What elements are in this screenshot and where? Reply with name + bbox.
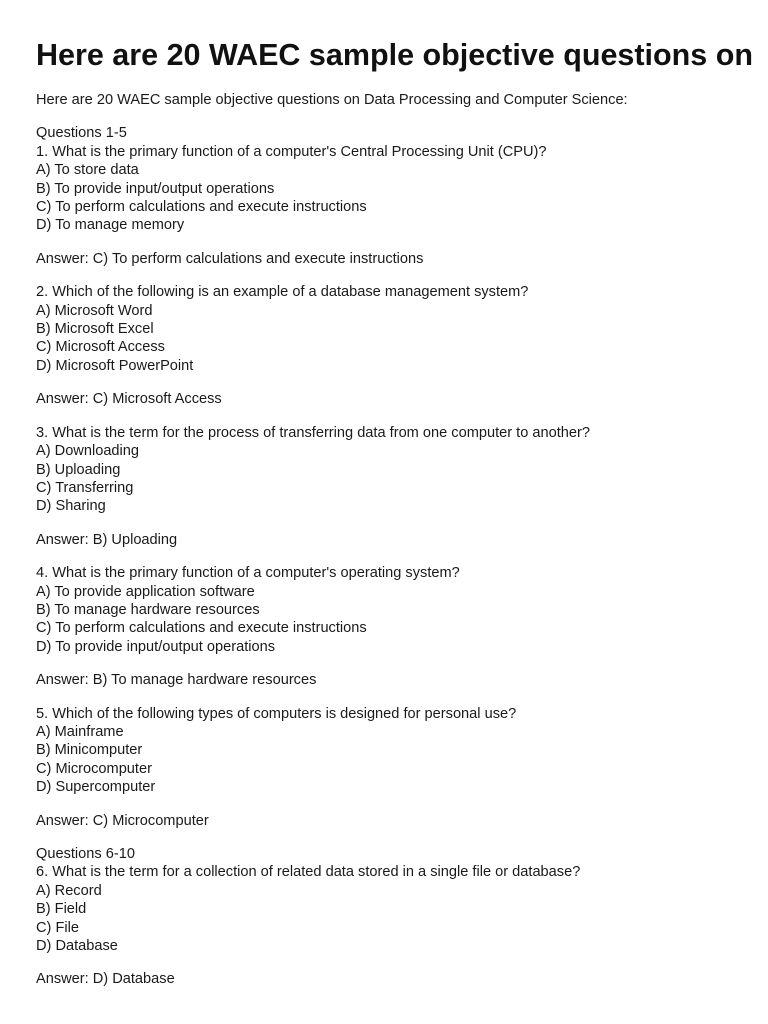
option-d: D) Database [36, 938, 118, 955]
option-a: A) Downloading [36, 443, 140, 460]
answer-line: Answer: D) Database [36, 971, 175, 988]
question-text: 4. What is the primary function of a computer's operating system? [36, 565, 460, 582]
question-text: 5. Which of the following types of computers is designed for personal use? [36, 705, 517, 722]
answer-line: Answer: C) To perform calculations and execute instructions [36, 250, 424, 267]
answer-line: Answer: B) To manage hardware resources [36, 672, 317, 689]
option-b: B) Minicomputer [36, 742, 143, 759]
option-b: B) Uploading [36, 461, 121, 478]
option-b: B) To provide input/output operations [36, 180, 275, 197]
option-a: A) To store data [36, 162, 139, 179]
option-a: A) Mainframe [36, 723, 124, 740]
option-d: D) Microsoft PowerPoint [36, 357, 194, 374]
option-b: B) Microsoft Excel [36, 321, 154, 338]
option-c: C) Transferring [36, 479, 134, 496]
option-c: C) To perform calculations and execute instructions [36, 199, 367, 216]
section-heading: Questions 6-10 [36, 846, 135, 862]
option-b: B) To manage hardware resources [36, 601, 260, 618]
option-d: D) Supercomputer [36, 779, 156, 796]
question-block [36, 705, 738, 830]
option-d: D) Sharing [36, 498, 106, 515]
question-block [36, 564, 738, 689]
question-text: 1. What is the primary function of a computer's Central Processing Unit (CPU)? [36, 143, 547, 160]
question-text: 3. What is the term for the process of transferring data from one computer to another? [36, 424, 591, 441]
question-block [36, 424, 738, 549]
option-c: C) Microsoft Access [36, 339, 165, 356]
option-b: B) Field [36, 901, 87, 918]
question-block [36, 863, 738, 988]
option-c: C) Microcomputer [36, 760, 152, 777]
section-heading: Questions 1-5 [36, 125, 127, 142]
intro-paragraph: Here are 20 WAEC sample objective questions on Data Processing and Computer Science: [36, 92, 628, 108]
option-c: C) To perform calculations and execute instructions [36, 620, 367, 637]
option-a: A) Record [36, 882, 102, 899]
option-a: A) To provide application software [36, 583, 255, 600]
question-text: 6. What is the term for a collection of related data stored in a single file or database? [36, 864, 581, 881]
question-block [36, 283, 738, 408]
option-d: D) To manage memory [36, 217, 185, 234]
document-title: Here are 20 WAEC sample objective questions on [36, 38, 753, 72]
document-content [36, 124, 738, 988]
option-c: C) File [36, 919, 79, 936]
answer-line: Answer: B) Uploading [36, 531, 178, 548]
option-a: A) Microsoft Word [36, 302, 153, 319]
option-d: D) To provide input/output operations [36, 638, 276, 655]
question-text: 2. Which of the following is an example of a database management system? [36, 284, 529, 301]
answer-line: Answer: C) Microcomputer [36, 812, 209, 829]
answer-line: Answer: C) Microsoft Access [36, 391, 222, 408]
question-block [36, 143, 738, 268]
